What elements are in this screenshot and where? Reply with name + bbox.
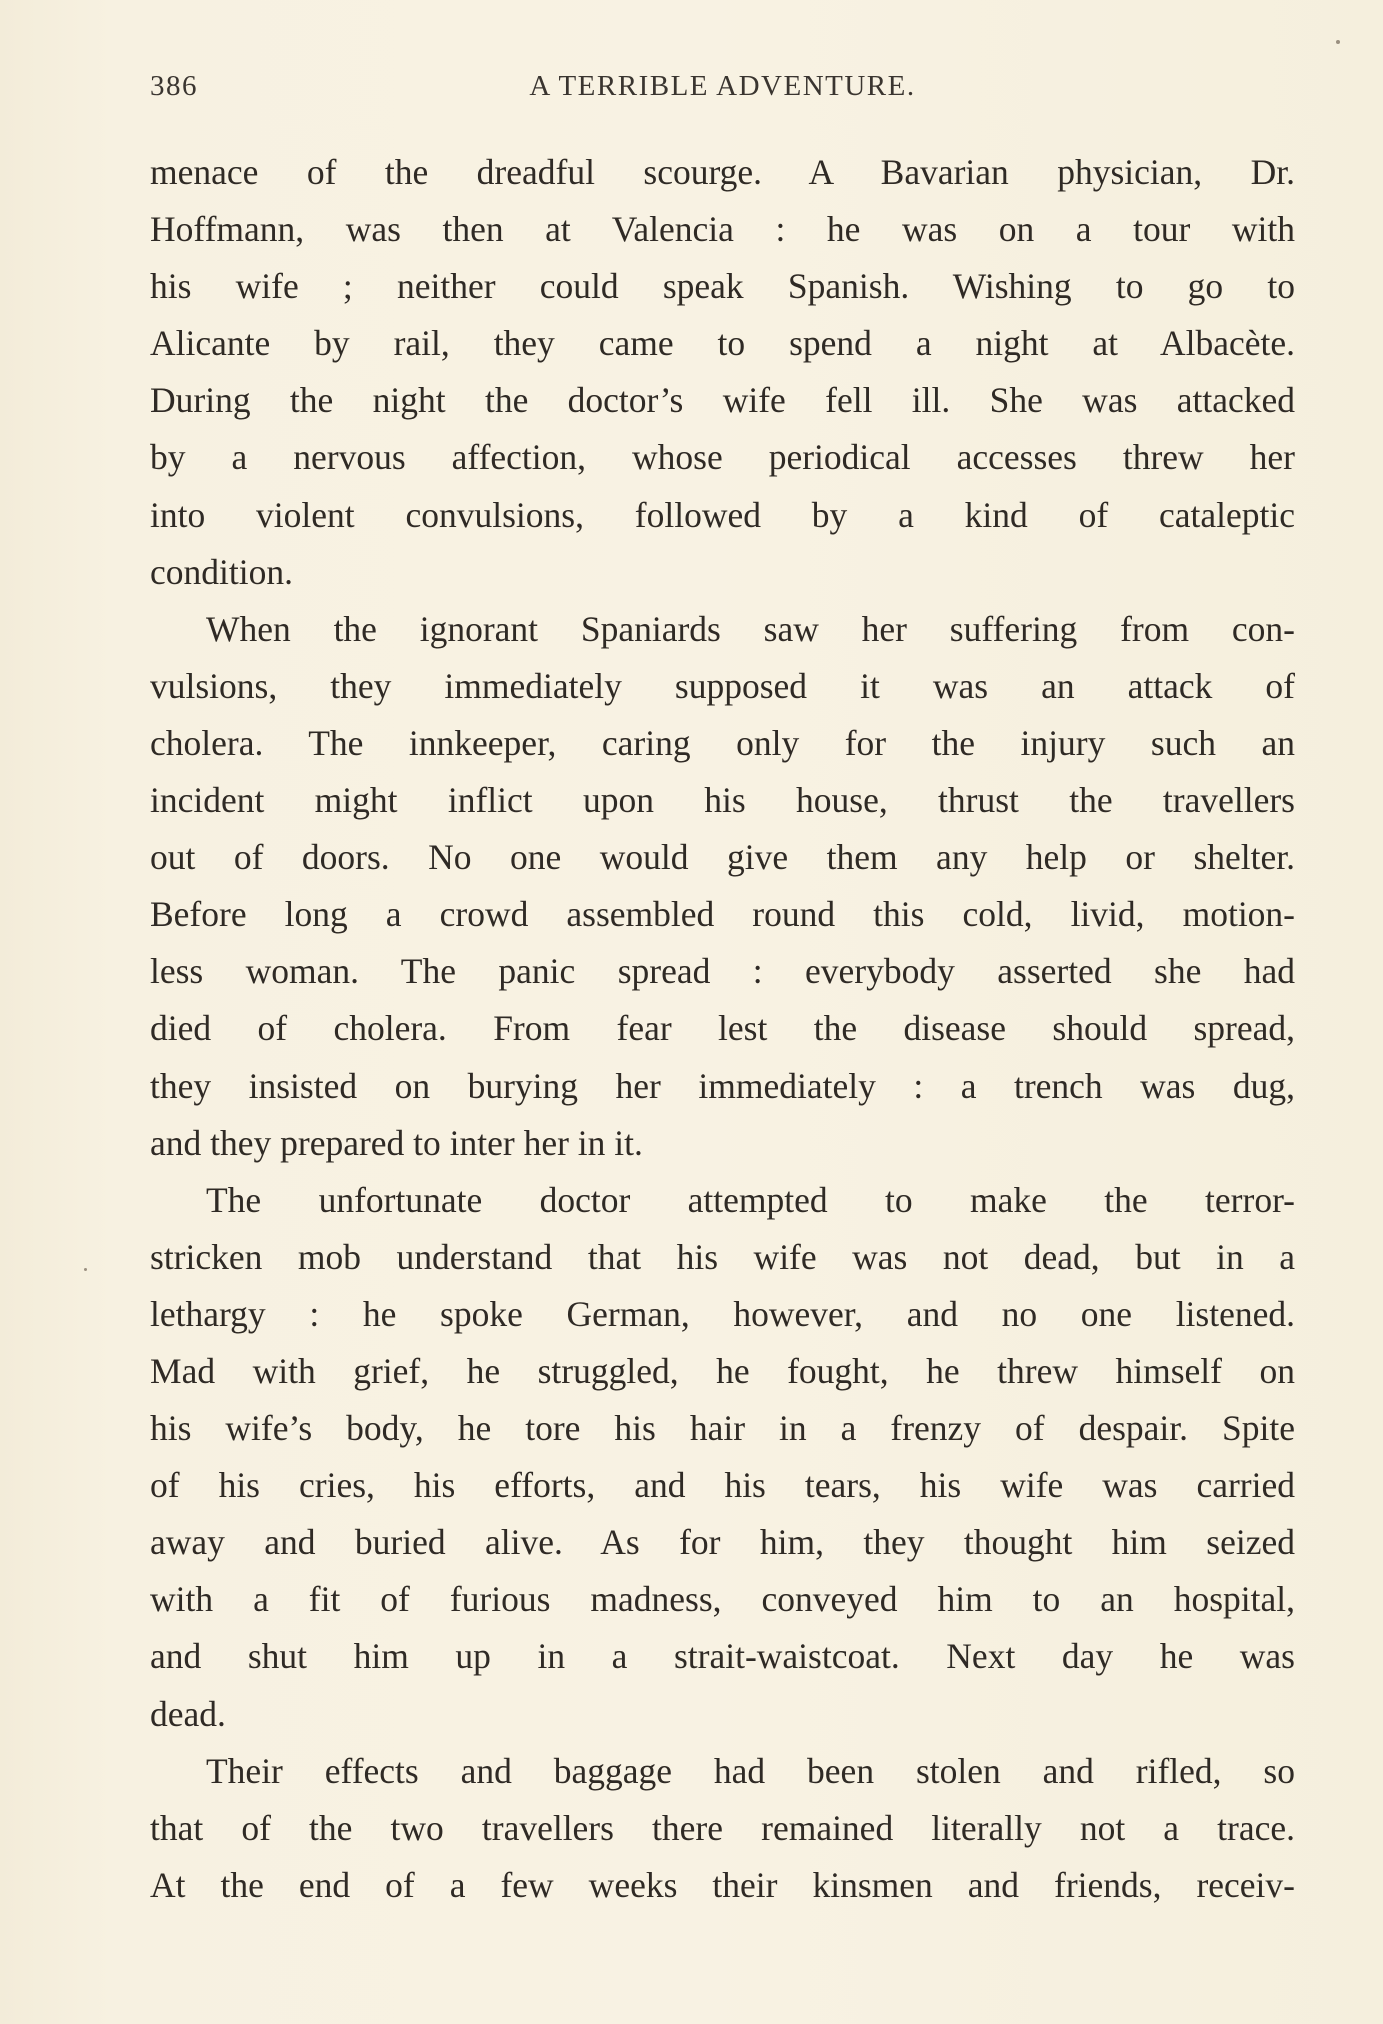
text-line: Before long a crowd assembled round this cold, livid, motion- [150,894,1295,935]
text-line: incident might inflict upon his house, thrust the travellers [150,780,1295,821]
text-line: menace of the dreadful scourge. A Bavarian physician, Dr. [150,152,1295,192]
page-number: 386 [150,70,198,102]
running-head [150,70,1295,110]
text-line: into violent convulsions, followed by a kind of cataleptic [150,494,1295,535]
text-line: and shut him up in a strait-waistcoat. Next day he was [150,1636,1295,1677]
text-line: When the ignorant Spaniards saw her suffering from con- [206,608,1295,649]
text-line: condition. [150,551,293,592]
text-line: vulsions, they immediately supposed it was an attack of [150,665,1295,706]
text-line: Mad with grief, he struggled, he fought, he threw himself on [150,1350,1295,1391]
text-line: away and buried alive. As for him, they thought him seized [150,1522,1295,1563]
text-line: with a fit of furious madness, conveyed him to an hospital, [150,1579,1295,1620]
text-line: During the night the doctor’s wife fell ill. She was attacked [150,380,1295,421]
text-line: cholera. The innkeeper, caring only for the injury such an [150,722,1295,763]
text-line: that of the two travellers there remained literally not a trace. [150,1807,1295,1848]
text-line: of his cries, his efforts, and his tears, his wife was carried [150,1465,1295,1506]
text-line: out of doors. No one would give them any help or shelter. [150,837,1295,878]
body-text [150,144,1295,1914]
text-line: Alicante by rail, they came to spend a night at Albacète. [150,323,1295,364]
text-line: Hoffmann, was then at Valencia : he was on a tour with [150,209,1295,250]
text-line: At the end of a few weeks their kinsmen and friends, receiv- [150,1864,1295,1905]
chapter-title: A TERRIBLE ADVENTURE. [529,70,916,102]
text-line: less woman. The panic spread : everybody asserted she had [150,951,1295,992]
text-line: died of cholera. From fear lest the disease should spread, [150,1008,1295,1049]
text-line: lethargy : he spoke German, however, and no one listened. [150,1293,1295,1334]
text-line: they insisted on burying her immediately : a trench was dug, [150,1065,1295,1106]
text-line: and they prepared to inter her in it. [150,1122,643,1163]
text-line: his wife’s body, he tore his hair in a frenzy of despair. Spite [150,1408,1295,1449]
text-line: dead. [150,1693,226,1734]
paper-speck [1336,40,1340,44]
paper-speck [84,1268,87,1271]
text-line: stricken mob understand that his wife was not dead, but in a [150,1236,1295,1277]
text-line: The unfortunate doctor attempted to make the terror- [206,1179,1295,1220]
text-line: by a nervous affection, whose periodical accesses threw her [150,437,1295,478]
text-line: Their effects and baggage had been stolen and rifled, so [206,1750,1295,1791]
text-line: his wife ; neither could speak Spanish. Wishing to go to [150,266,1295,307]
